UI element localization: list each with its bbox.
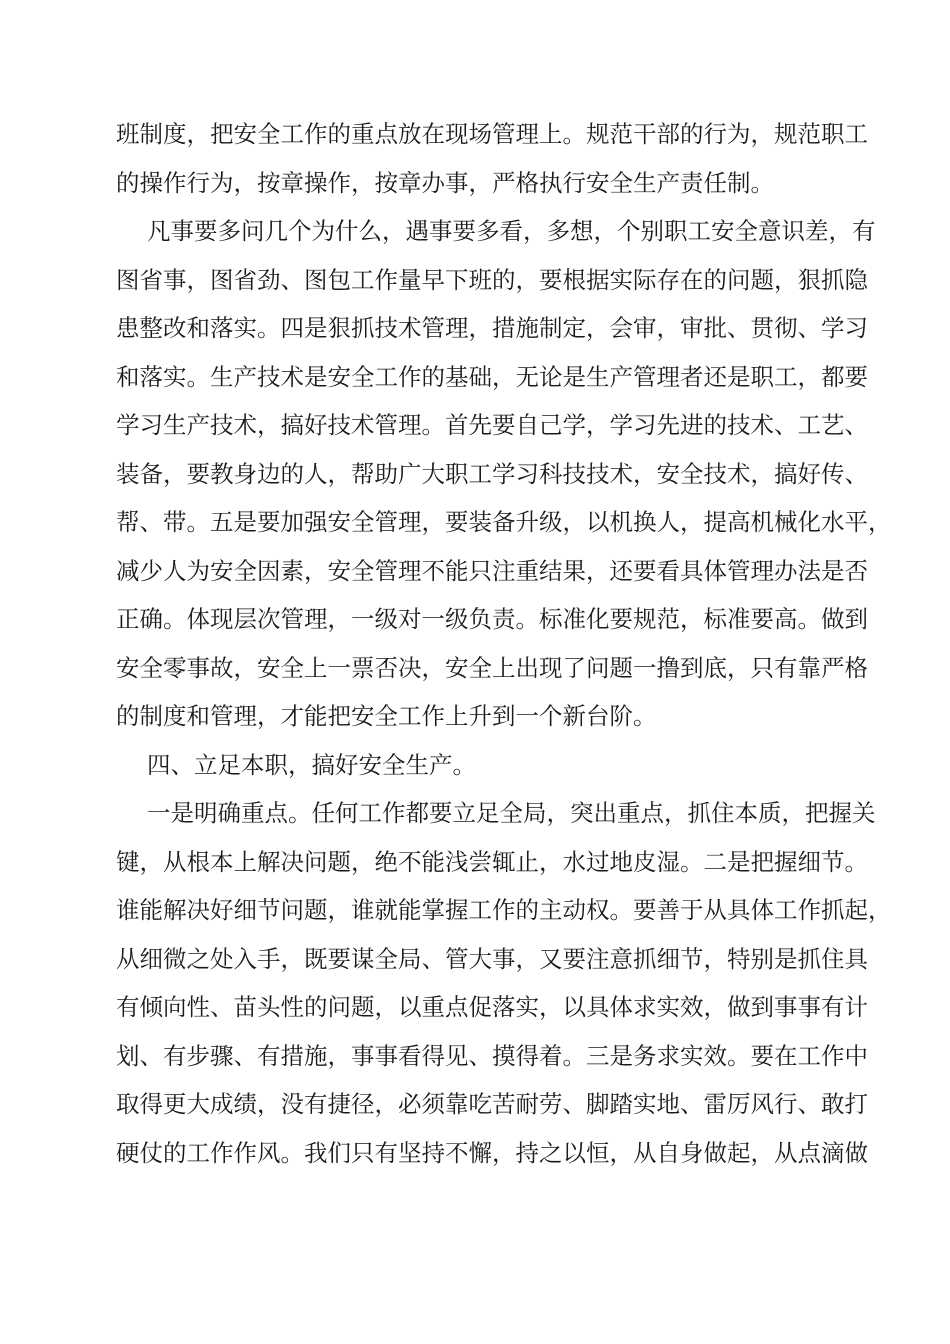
text-line: 安全零事故，安全上一票否决，安全上出现了问题一撸到底，只有靠严格 <box>116 653 868 682</box>
section-heading: 四、立足本职，搞好安全生产。 <box>147 750 476 779</box>
text-line: 和落实。生产技术是安全工作的基础，无论是生产管理者还是职工，都要 <box>116 362 868 391</box>
paragraph-p2 <box>116 207 892 741</box>
text-line: 患整改和落实。四是狠抓技术管理，措施制定，会审，审批、贯彻、学习 <box>116 314 868 342</box>
text-line: 装备，要教身边的人，帮助广大职工学习科技技术，安全技术，搞好传、 <box>116 459 868 488</box>
text-line: 正确。体现层次管理，一级对一级负责。标准化要规范，标准要高。做到 <box>116 605 868 633</box>
text-line: 键，从根本上解决问题，绝不能浅尝辄止，水过地皮湿。二是把握细节。 <box>116 847 868 876</box>
paragraph-p3-heading <box>116 741 836 790</box>
text-line: 谁能解决好细节问题，谁就能掌握工作的主动权。要善于从具体工作抓起， <box>116 896 892 924</box>
text-line: 凡事要多问几个为什么，遇事要多看，多想，个别职工安全意识差，有 <box>147 217 876 245</box>
text-line: 划、有步骤、有措施，事事看得见、摸得着。三是务求实效。要在工作中 <box>116 1041 868 1070</box>
text-line: 的制度和管理，才能把安全工作上升到一个新台阶。 <box>116 702 657 730</box>
text-line: 减少人为安全因素，安全管理不能只注重结果，还要看具体管理办法是否 <box>116 556 868 585</box>
text-line: 图省事，图省劲、图包工作量早下班的，要根据实际存在的问题，狠抓隐 <box>116 265 868 294</box>
paragraph-p1 <box>116 110 868 207</box>
text-line: 有倾向性、苗头性的问题，以重点促落实，以具体求实效，做到事事有计 <box>116 993 868 1021</box>
text-line: 硬仗的工作作风。我们只有坚持不懈，持之以恒，从自身做起，从点滴做 <box>116 1138 868 1167</box>
text-line: 一是明确重点。任何工作都要立足全局，突出重点，抓住本质，把握关 <box>147 799 876 827</box>
text-line: 帮、带。五是要加强安全管理，要装备升级，以机换人，提高机械化水平， <box>116 508 892 536</box>
text-line: 学习生产技术，搞好技术管理。首先要自己学，学习先进的技术、工艺、 <box>116 411 868 439</box>
paragraph-p4 <box>116 789 892 1177</box>
text-line: 取得更大成绩，没有捷径，必须靠吃苦耐劳、脚踏实地、雷厉风行、敢打 <box>116 1090 868 1118</box>
text-line: 班制度，把安全工作的重点放在现场管理上。规范干部的行为，规范职工 <box>116 120 868 148</box>
text-line: 的操作行为，按章操作，按章办事，严格执行安全生产责任制。 <box>116 168 774 197</box>
text-line: 从细微之处入手，既要谋全局、管大事，又要注意抓细节，特别是抓住具 <box>116 944 868 973</box>
body-text <box>116 110 892 1177</box>
